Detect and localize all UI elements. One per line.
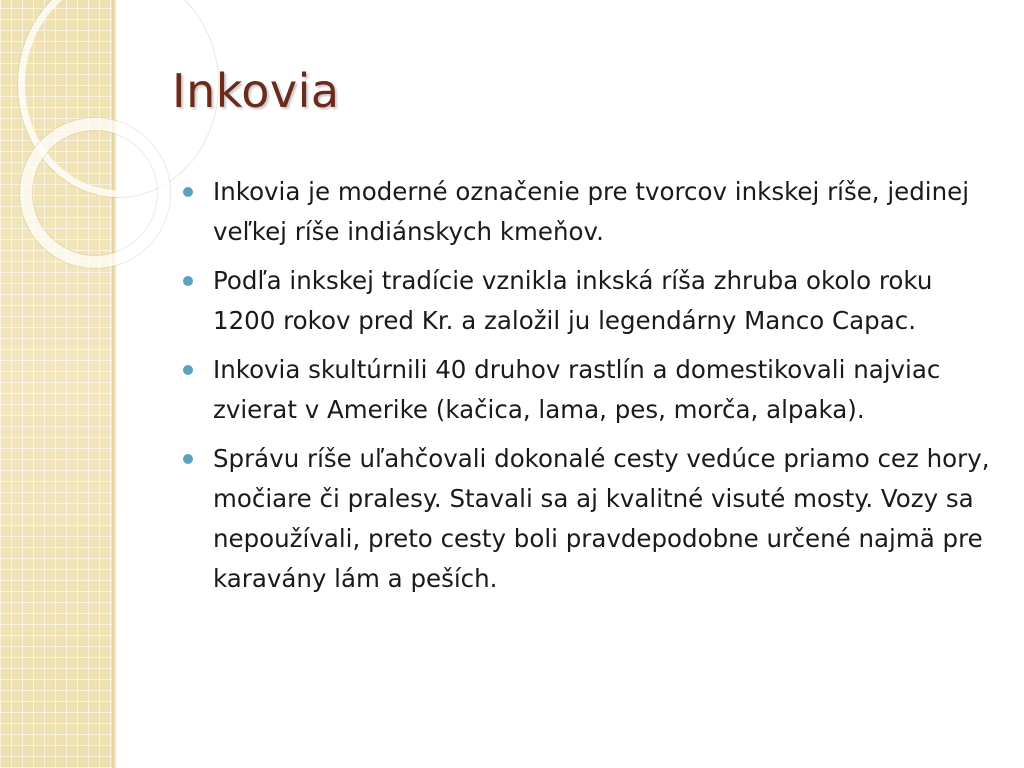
slide-title: Inkovia (172, 64, 340, 118)
bullet-text: Podľa inkskej tradície vznikla inkská ríša zhruba okolo roku 1200 rokov pred Kr. a založil ju legendárny Manco Capac. (213, 266, 933, 335)
bullet-text: Inkovia skultúrnili 40 druhov rastlín a domestikovali najviac zvierat v Amerike (kačica, lama, pes, morča, alpaka). (213, 355, 941, 424)
bullet-item (183, 261, 998, 341)
bullet-dot-icon (183, 276, 193, 286)
bullet-dot-icon (183, 365, 193, 375)
decorative-ring-middle (20, 118, 170, 268)
bullet-text: Správu ríše uľahčovali dokonalé cesty vedúce priamo cez hory, močiare či pralesy. Stavali sa aj kvalitné visuté mosty. Vozy sa nepoužívali, preto cesty boli pravdepodobne určené najmä pre karavány lám a peších. (213, 444, 990, 593)
bullet-text: Inkovia je moderné označenie pre tvorcov inkskej ríše, jedinej veľkej ríše indiánskych kmeňov. (213, 177, 970, 246)
bullet-list (183, 172, 998, 608)
bullet-item (183, 439, 998, 599)
bullet-item (183, 172, 998, 252)
bullet-dot-icon (183, 187, 193, 197)
bullet-dot-icon (183, 454, 193, 464)
bullet-item (183, 350, 998, 430)
